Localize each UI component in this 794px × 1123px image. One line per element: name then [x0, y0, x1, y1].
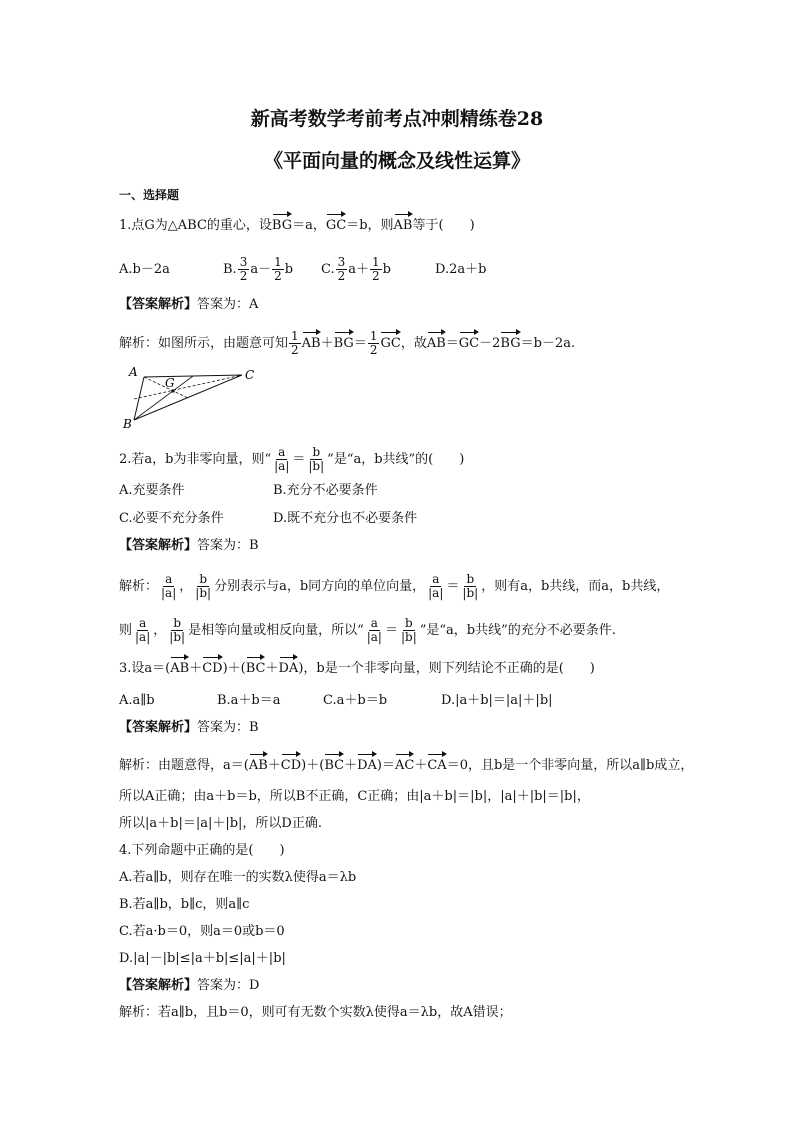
q2-options-row2: [119, 510, 417, 528]
page-subtitle: 《平面向量的概念及线性运算》: [263, 150, 530, 172]
q4-option-d: D.|a|－|b|≤|a＋b|≤|a|＋|b|: [119, 951, 286, 966]
q2-option-a: A.充要条件: [119, 483, 185, 498]
q1-option-d: D.2a＋b: [435, 262, 487, 277]
median-c: [134, 375, 242, 399]
triangle-figure: [115, 362, 265, 432]
q3-explanation-line1: 解析：由题意得，a＝(AB＋CD)＋(BC＋DA)＝AC＋CA＝0，且b是一个非零向量，所以a∥b成立，: [119, 758, 694, 773]
edge-bc: [134, 375, 242, 420]
q2-explanation-line2: 则 $\frac{a}{|a|}$ ， $\frac{b}{|b|}$ 是相等向量或相反向量，所以“ $\frac{a}{|a|}$ ＝ $\frac{b}{|b|}$ ”是“a，b共线”的充分不必要条件.: [119, 616, 616, 644]
q1-explanation: 解析：如图所示，由题意可知 $\frac{1}{2}$ AB＋BG＝ $\frac{1}{2}$ GC，故AB＝GC－2BG＝b－2a.: [119, 329, 576, 357]
q3-options: [119, 692, 553, 710]
q4-explanation-line1: 解析：若a∥b，且b＝0，则可有无数个实数λ使得a＝λb，故A错误；: [119, 1005, 512, 1020]
label-c: C: [245, 368, 255, 382]
q4-option-a: A.若a∥b，则存在唯一的实数λ使得a＝λb: [119, 870, 357, 885]
q3-option-c: C.a＋b＝b: [323, 693, 388, 708]
q3-answer: 【答案解析】答案为：B: [119, 720, 259, 735]
label-a: A: [129, 365, 138, 379]
q2-stem: 2.若a，b为非零向量，则“ $\frac{a}{|a|}$ ＝ $\frac{b}{|b|}$ ”是“a，b共线”的( ): [119, 445, 465, 473]
q1-option-a: A.b－2a: [119, 262, 170, 277]
q2-option-c: C.必要不充分条件: [119, 511, 224, 526]
q3-stem: 3.设a＝(AB＋CD)＋(BC＋DA)，b是一个非零向量，则下列结论不正确的是( ): [119, 661, 595, 676]
q3-explanation-line3: 所以|a＋b|＝|a|＋|b|，所以D正确.: [119, 816, 322, 831]
section-heading: 一、选择题: [119, 188, 180, 202]
q4-stem: 4.下列命题中正确的是( ): [119, 843, 285, 858]
q4-option-c: C.若a·b＝0，则a＝0或b＝0: [119, 924, 285, 939]
q2-option-d: D.既不充分也不必要条件: [273, 511, 418, 526]
q3-option-a: A.a∥b: [119, 693, 155, 708]
q3-option-b: B.a＋b＝a: [217, 693, 281, 708]
q4-answer: 【答案解析】答案为：D: [119, 978, 260, 993]
q2-explanation-line1: 解析： $\frac{a}{|a|}$ ， $\frac{b}{|b|}$ 分别表示与a，b同方向的单位向量， $\frac{a}{|a|}$ ＝ $\frac{b}{|b|}$ ，则有a，b共线，而a，b共线，: [119, 572, 670, 600]
q4-option-b: B.若a∥b，b∥c，则a∥c: [119, 897, 250, 912]
q1-option-c: C. $\frac{3}{2}$ a＋ $\frac{1}{2}$ b: [321, 255, 391, 283]
q1-answer: 【答案解析】答案为：A: [119, 297, 259, 312]
label-b: B: [123, 417, 132, 431]
q2-answer: 【答案解析】答案为：B: [119, 538, 259, 553]
q3-explanation-line2: 所以A正确；由a＋b＝b，所以B不正确，C正确；由|a＋b|＝|b|，|a|＋|b|＝|b|，: [119, 789, 590, 804]
q3-option-d: D.|a＋b|＝|a|＋|b|: [441, 693, 553, 708]
q2-options-row1: [119, 482, 378, 500]
label-g: G: [165, 376, 175, 390]
q1-option-b: B. $\frac{3}{2}$ a－ $\frac{1}{2}$ b: [223, 255, 294, 283]
q1-options: [119, 256, 486, 283]
page-title: 新高考数学考前考点冲刺精练卷28: [250, 108, 544, 130]
q2-option-b: B.充分不必要条件: [273, 483, 378, 498]
q1-stem: 1.点G为△ABC的重心，设BG＝a，GC＝b，则AB等于( ): [119, 218, 475, 233]
